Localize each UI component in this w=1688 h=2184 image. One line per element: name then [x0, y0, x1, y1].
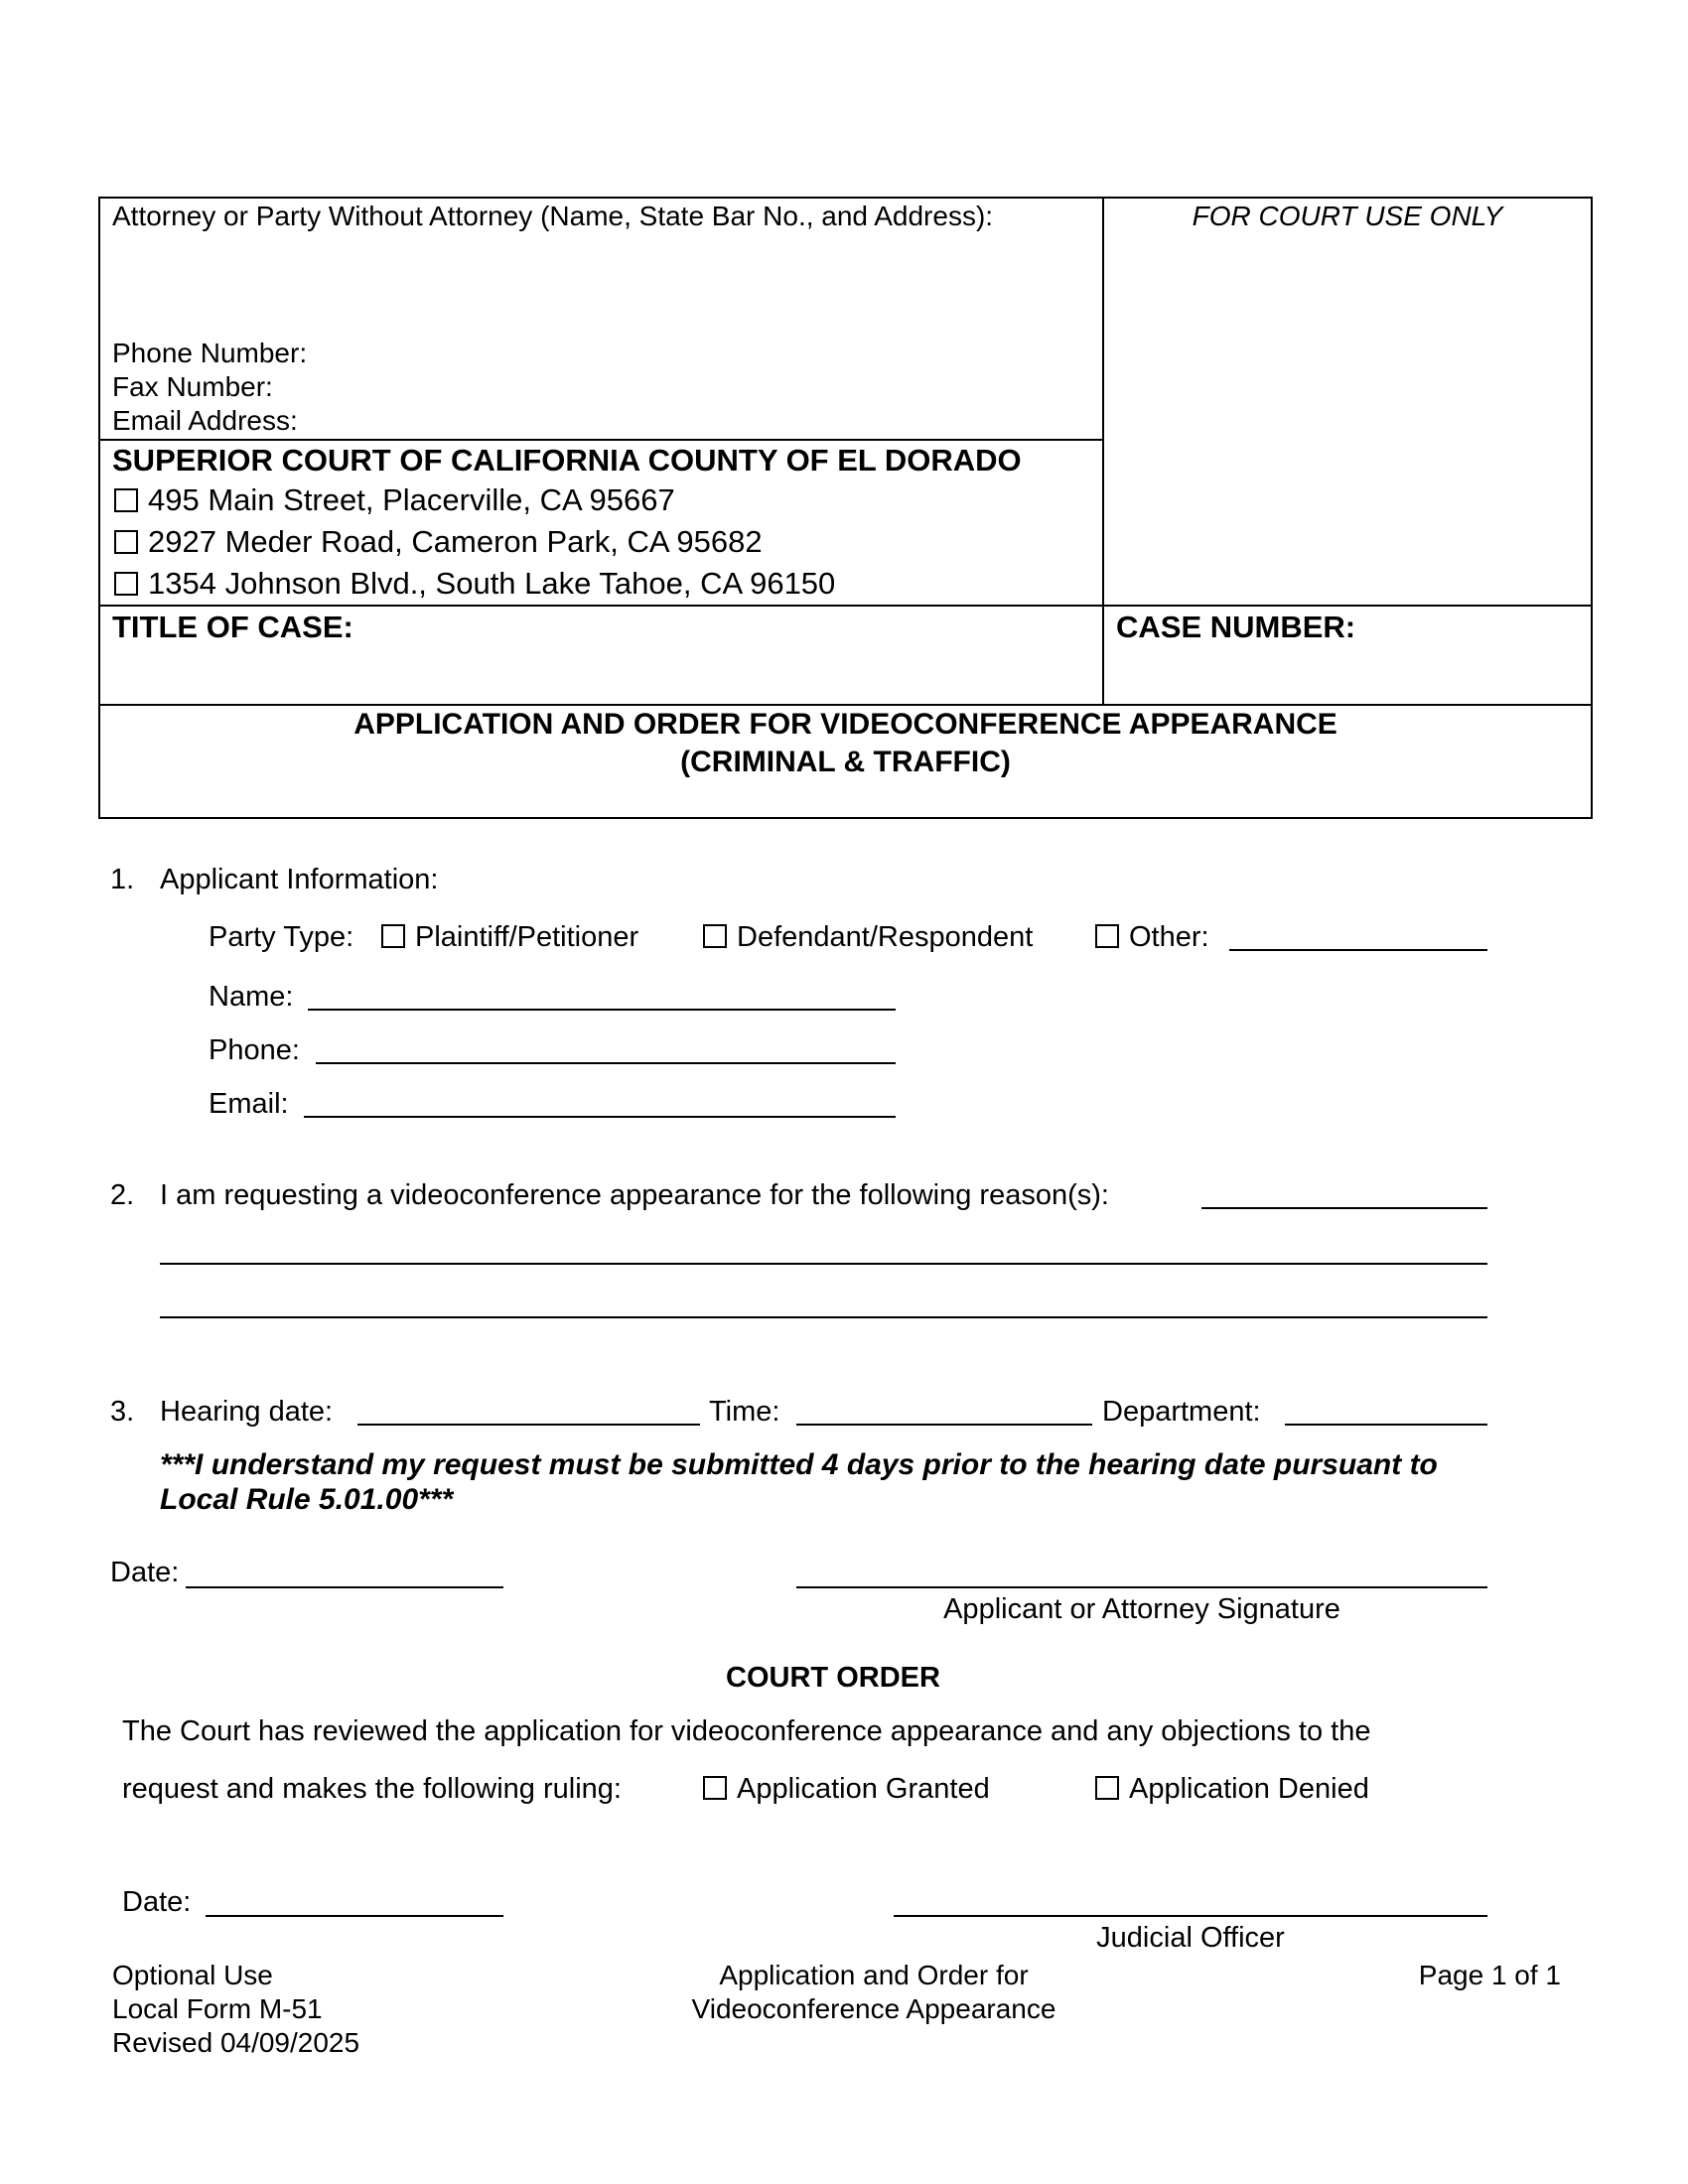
- party-type-label: Party Type:: [209, 921, 354, 953]
- party-option-label: Plaintiff/Petitioner: [415, 921, 639, 953]
- title-of-case-label: TITLE OF CASE:: [112, 610, 353, 644]
- party-option-label: Defendant/Respondent: [737, 921, 1034, 953]
- checkbox-icon[interactable]: [1095, 1776, 1119, 1800]
- order-date-label: Date:: [122, 1886, 192, 1918]
- submission-notice-line2: Local Rule 5.01.00***: [160, 1483, 454, 1516]
- reason-field-line2[interactable]: [160, 1263, 1487, 1265]
- form-title-line2: (CRIMINAL & TRAFFIC): [680, 746, 1011, 778]
- phone-field[interactable]: [316, 1062, 896, 1064]
- party-option-other[interactable]: [1095, 921, 1209, 954]
- checkbox-icon[interactable]: [381, 924, 405, 948]
- department-label: Department:: [1102, 1396, 1261, 1428]
- location-label: 2927 Meder Road, Cameron Park, CA 95682: [148, 524, 763, 559]
- court-use-label: FOR COURT USE ONLY: [1192, 201, 1503, 231]
- checkbox-icon[interactable]: [703, 924, 727, 948]
- ruling-option-denied[interactable]: [1095, 1773, 1369, 1806]
- applicant-signature-field[interactable]: [796, 1586, 1487, 1588]
- section2-number: 2.: [110, 1179, 135, 1211]
- hearing-date-field[interactable]: [357, 1424, 700, 1426]
- footer-page-number: Page 1 of 1: [1418, 1960, 1561, 1990]
- submission-notice-line1: ***I understand my request must be submitted 4 days prior to the hearing date pursuant to: [160, 1448, 1438, 1481]
- time-field[interactable]: [796, 1424, 1092, 1426]
- court-order-text-line1: The Court has reviewed the application for videoconference appearance and any objections to the: [122, 1715, 1371, 1747]
- location-label: 1354 Johnson Blvd., South Lake Tahoe, CA 96150: [148, 566, 836, 601]
- caption-divider-form-title: [98, 704, 1593, 706]
- attorney-label: Attorney or Party Without Attorney (Name, State Bar No., and Address):: [112, 201, 994, 231]
- caption-divider-title: [98, 605, 1593, 607]
- email-field[interactable]: [304, 1116, 896, 1118]
- section1-heading: Applicant Information:: [160, 864, 439, 895]
- department-field[interactable]: [1285, 1424, 1487, 1426]
- checkbox-icon[interactable]: [114, 488, 138, 512]
- email-address-label: Email Address:: [112, 405, 298, 436]
- form-title-line1: APPLICATION AND ORDER FOR VIDEOCONFERENCE APPEARANCE: [353, 708, 1337, 741]
- name-field[interactable]: [308, 1009, 896, 1011]
- phone-label: Phone:: [209, 1034, 300, 1066]
- section3-number: 3.: [110, 1396, 135, 1428]
- hearing-date-label: Hearing date:: [160, 1396, 334, 1428]
- name-label: Name:: [209, 981, 294, 1013]
- footer-form-number: Local Form M-51: [112, 1993, 323, 2024]
- applicant-signature-label: Applicant or Attorney Signature: [943, 1593, 1340, 1625]
- footer-form-title-line2: Videoconference Appearance: [691, 1993, 1056, 2024]
- footer-revised-date: Revised 04/09/2025: [112, 2027, 360, 2058]
- location-option-south-lake-tahoe[interactable]: [114, 566, 835, 602]
- section1-number: 1.: [110, 864, 135, 895]
- case-number-label: CASE NUMBER:: [1116, 610, 1356, 644]
- fax-number-label: Fax Number:: [112, 371, 273, 402]
- ruling-option-label: Application Denied: [1129, 1773, 1369, 1805]
- court-order-heading: COURT ORDER: [726, 1662, 940, 1694]
- order-date-field[interactable]: [206, 1915, 503, 1917]
- location-option-placerville[interactable]: [114, 482, 675, 518]
- court-name: SUPERIOR COURT OF CALIFORNIA COUNTY OF EL DORADO: [112, 443, 1022, 478]
- email-label: Email:: [209, 1088, 289, 1120]
- ruling-option-granted[interactable]: [703, 1773, 990, 1806]
- reason-field-line3[interactable]: [160, 1316, 1487, 1318]
- ruling-option-label: Application Granted: [737, 1773, 990, 1805]
- applicant-date-field[interactable]: [186, 1586, 503, 1588]
- time-label: Time:: [709, 1396, 780, 1428]
- checkbox-icon[interactable]: [703, 1776, 727, 1800]
- applicant-date-label: Date:: [110, 1557, 180, 1588]
- caption-divider-court: [98, 439, 1103, 441]
- checkbox-icon[interactable]: [114, 572, 138, 596]
- party-option-label: Other:: [1129, 921, 1209, 953]
- judicial-officer-signature-field[interactable]: [894, 1915, 1487, 1917]
- judicial-officer-label: Judicial Officer: [1096, 1922, 1285, 1954]
- party-option-defendant[interactable]: [703, 921, 1033, 954]
- footer-form-title-line1: Application and Order for: [719, 1960, 1029, 1990]
- reason-field-line1[interactable]: [1201, 1207, 1487, 1209]
- court-order-text-line2: request and makes the following ruling:: [122, 1773, 622, 1805]
- footer-optional-use: Optional Use: [112, 1960, 273, 1990]
- checkbox-icon[interactable]: [1095, 924, 1119, 948]
- caption-divider-vertical: [1102, 197, 1104, 705]
- checkbox-icon[interactable]: [114, 530, 138, 554]
- location-label: 495 Main Street, Placerville, CA 95667: [148, 482, 675, 517]
- other-party-field[interactable]: [1229, 949, 1487, 951]
- party-option-plaintiff[interactable]: [381, 921, 638, 954]
- phone-number-label: Phone Number:: [112, 338, 308, 368]
- location-option-cameron-park[interactable]: [114, 524, 763, 560]
- section2-text: I am requesting a videoconference appearance for the following reason(s):: [160, 1179, 1109, 1211]
